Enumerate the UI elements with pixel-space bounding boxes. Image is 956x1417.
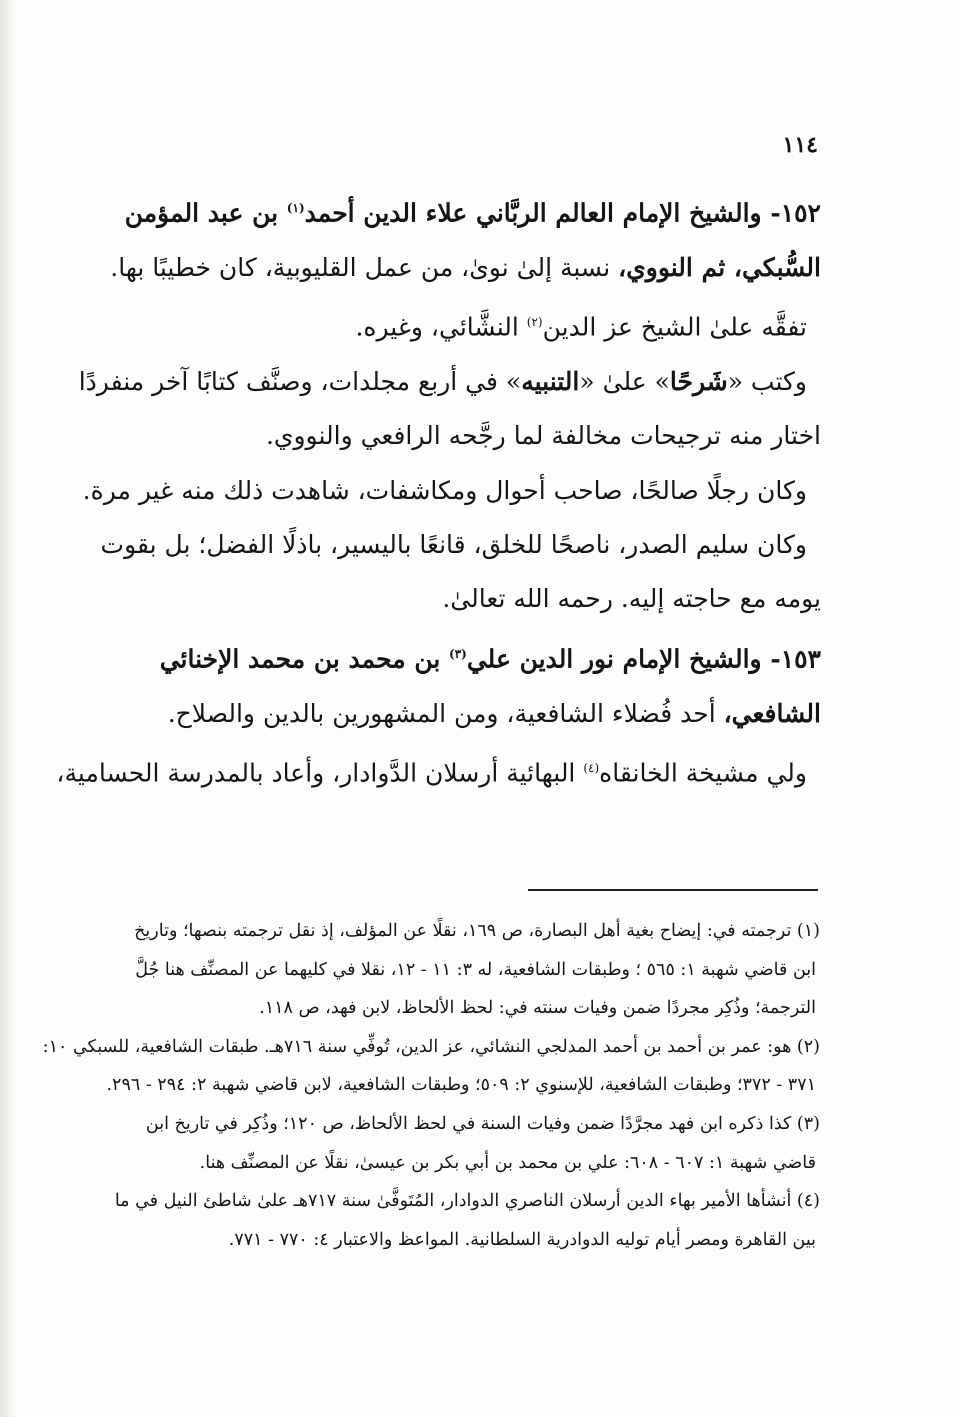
footnote-1-line-2: ابن قاضي شهبة ١: ٥٦٥ ؛ وطبقات الشافعية، له ٣: ١١ - ١٢، نقلا في كليهما عن المصنِّف هنا جُلَّ bbox=[135, 959, 816, 980]
footnote-separator bbox=[528, 889, 818, 891]
entry-152-heading-line: ١٥٢- والشيخ الإمام العالم الربَّاني علاء الدين أحمد$^{(١)}$ بن عبد المؤمن bbox=[124, 198, 821, 228]
footnote-ref-4[interactable]: (٤) bbox=[583, 760, 600, 775]
page-number: ١١٤ bbox=[782, 132, 818, 158]
footnote-3-line-2: قاضي شهبة ١: ٦٠٧ - ٦٠٨: علي بن محمد بن أبي بكر بن عيسىٰ، نقلًا عن المصنِّف هنا. bbox=[199, 1152, 816, 1173]
footnote-4-line-1: (٤) أنشأها الأمير بهاء الدين أرسلان الناصري الدوادار، المُتَوفَّىٰ سنة ٧١٧هـ علىٰ شاطئ النيل في ما bbox=[114, 1191, 820, 1212]
footnote-ref-3[interactable]: (٣) bbox=[449, 646, 467, 661]
footnotes bbox=[42, 918, 820, 1265]
entry-152-line-6: وكان رجلًا صالحًا، صاحب أحوال ومكاشفات، شاهدت ذلك منه غير مرة. bbox=[82, 475, 807, 505]
footnote-ref-1[interactable]: (١) bbox=[286, 201, 305, 215]
entry-153-line-2: الشافعي، أحد فُضلاء الشافعية، ومن المشهورين بالدين والصلاح. bbox=[167, 698, 821, 728]
entry-152-line-5: اختار منه ترجيحات مخالفة لما رجَّحه الرافعي والنووي. bbox=[265, 421, 821, 451]
entry-152-line-4: وكتب «شَرحًا» علىٰ «التنبيه» في أربع مجلدات، وصنَّف كتابًا آخر منفردًا bbox=[78, 366, 807, 396]
entry-152-line-2: السُّبكي، ثم النووي، نسبة إلىٰ نوىٰ، من عمل القليوبية، كان خطيبًا بها. bbox=[110, 252, 821, 282]
entry-152-line-3: تفقَّه علىٰ الشيخ عز الدين$^{(٢)}$ النشَّائي، وغيره. bbox=[355, 312, 807, 342]
footnote-2-line-2: ٣٧١ - ٣٧٢؛ وطبقات الشافعية، للإسنوي ٢: ٥٠٩؛ وطبقات الشافعية، لابن قاضي شهبة ٢: ٢٩٤ - ٢٩٦. bbox=[106, 1075, 816, 1096]
footnote-2-line-1: (٢) هو: عمر بن أحمد بن أحمد المدلجي النشائي، عز الدين، تُوفِّي سنة ٧١٦هـ. طبقات الشافعية، للسبكي ١٠: bbox=[42, 1036, 820, 1057]
main-text bbox=[56, 192, 821, 812]
entry-153-heading-line: ١٥٣- والشيخ الإمام نور الدين علي$^{(٣)}$ بن محمد بن محمد الإخنائي bbox=[159, 644, 821, 674]
footnote-4-line-2: بين القاهرة ومصر أيام توليه الدوادرية السلطانية. المواعظ والاعتبار ٤: ٧٧٠ - ٧٧١. bbox=[228, 1229, 816, 1250]
footnote-ref-2[interactable]: (٢) bbox=[526, 315, 543, 330]
footnote-3-line-1: (٣) كذا ذكره ابن فهد مجرَّدًا ضمن وفيات السنة في لحظ الألحاظ، ص ١٢٠؛ وذُكِر في تاريخ ابن bbox=[145, 1113, 820, 1134]
page-edge-shadow bbox=[0, 0, 18, 1417]
entry-153-line-3: ولي مشيخة الخانقاه$^{(٤)}$ البهائية أرسلان الدَّوادار، وأعاد بالمدرسة الحسامية، bbox=[56, 758, 807, 788]
footnote-1-line-3: الترجمة؛ وذُكِر مجردًا ضمن وفيات سنته في: لحظ الألحاظ، لابن فهد، ص ١١٨. bbox=[259, 998, 816, 1019]
entry-152-line-8: يومه مع حاجته إليه. رحمه الله تعالىٰ. bbox=[442, 584, 821, 614]
entry-152-line-7: وكان سليم الصدر، ناصحًا للخلق، قانعًا باليسير، باذلًا الفضل؛ بل بقوت bbox=[100, 530, 807, 559]
footnote-1-line-1: (١) ترجمته في: إيضاح بغية أهل البصارة، ص ١٦٩، نقلًا عن المؤلف، إذ نقل ترجمته بنصها؛ وتاريخ bbox=[134, 921, 820, 941]
